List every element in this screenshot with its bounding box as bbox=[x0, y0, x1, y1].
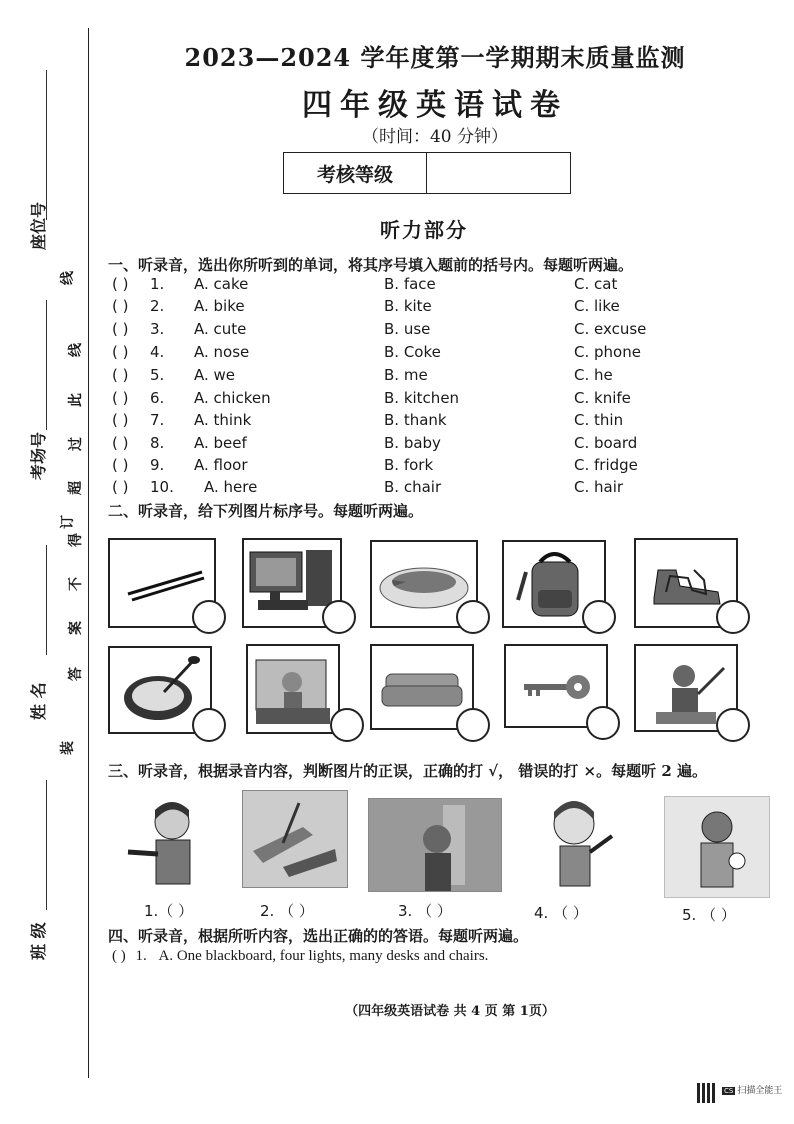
question-number: 1. bbox=[150, 275, 165, 293]
question-row bbox=[112, 275, 672, 297]
seat-label: 座位号 bbox=[29, 201, 48, 250]
question-number: 8. bbox=[150, 434, 165, 452]
part3-answer-2[interactable]: 2. （ ） bbox=[260, 902, 314, 920]
exam-title-line1: 2023—2024 学年度第一学期期末质量监测 bbox=[184, 43, 686, 72]
part4-question-row bbox=[112, 948, 488, 965]
option-a: A. think bbox=[194, 411, 252, 429]
answer-paren[interactable]: ( ) bbox=[112, 297, 129, 315]
question-row bbox=[112, 343, 672, 365]
answer-paren[interactable]: ( ) bbox=[112, 320, 129, 338]
grade-value-field[interactable] bbox=[427, 153, 570, 193]
picture-girl-waving bbox=[540, 790, 630, 890]
scanner-badge: CS bbox=[724, 1087, 734, 1095]
exam-title-line2: 四年级英语试卷 bbox=[302, 88, 568, 123]
option-a: A. cute bbox=[194, 320, 247, 338]
picture-boy-holding-ball bbox=[664, 796, 770, 898]
question-row bbox=[112, 478, 672, 500]
answer-paren[interactable]: ( ) bbox=[112, 456, 129, 474]
question-number: 10. bbox=[150, 478, 174, 496]
question-row bbox=[112, 366, 672, 388]
option-b: B. chair bbox=[384, 478, 442, 496]
option-c: C. cat bbox=[574, 275, 618, 293]
answer-circle[interactable] bbox=[456, 600, 490, 634]
option-c: C. excuse bbox=[574, 320, 647, 338]
question-row bbox=[112, 297, 672, 319]
page-footer: （四年级英语试卷 共 4 页 第 1页） bbox=[345, 1004, 555, 1019]
warning-char: 答 bbox=[68, 667, 84, 681]
exam-room-label: 考场号 bbox=[29, 431, 48, 480]
question-row bbox=[112, 434, 672, 456]
seat-blank-line bbox=[46, 70, 47, 220]
question-number: 2. bbox=[150, 297, 165, 315]
answer-circle[interactable] bbox=[192, 708, 226, 742]
answer-paren[interactable]: ( ) bbox=[112, 434, 129, 452]
option-b: B. kitchen bbox=[384, 389, 460, 407]
part3-answer-5[interactable]: 5. （ ） bbox=[682, 906, 736, 924]
answer-paren[interactable]: ( ) bbox=[112, 366, 129, 384]
option-a: A. floor bbox=[194, 456, 248, 474]
part3-instruction: 三、听录音，根据录音内容，判断图片的正误，正确的打 √， 错误的打 ×。每题听 2 遍。 bbox=[108, 762, 707, 780]
grade-table bbox=[283, 152, 571, 194]
warning-char: 此 bbox=[68, 393, 84, 407]
option-b: B. face bbox=[384, 275, 436, 293]
room-blank-line bbox=[46, 300, 47, 430]
question-row bbox=[112, 389, 672, 411]
option-b: B. use bbox=[384, 320, 431, 338]
option-c: C. knife bbox=[574, 389, 631, 407]
answer-circle[interactable] bbox=[322, 600, 356, 634]
picture-hands-cutting bbox=[242, 790, 348, 888]
option-b: B. thank bbox=[384, 411, 447, 429]
option-c: C. he bbox=[574, 366, 613, 384]
answer-circle[interactable] bbox=[330, 708, 364, 742]
grade-label: 考核等级 bbox=[284, 153, 427, 193]
class-label: 班 级 bbox=[29, 922, 48, 960]
part3-answer-3[interactable]: 3. （ ） bbox=[398, 902, 452, 920]
answer-paren[interactable]: ( ) bbox=[112, 478, 129, 496]
picture-driver bbox=[246, 644, 340, 734]
answer-paren[interactable]: ( ) bbox=[112, 343, 129, 361]
option-a: A. we bbox=[194, 366, 236, 384]
part3-answer-1[interactable]: 1.（ ） bbox=[144, 902, 194, 920]
warning-char: 线 bbox=[68, 343, 84, 357]
seal-char-zhuang: 装 bbox=[60, 741, 76, 755]
warning-char: 过 bbox=[68, 437, 84, 451]
scanner-watermark bbox=[722, 1083, 782, 1096]
option-a: A. nose bbox=[194, 343, 250, 361]
answer-circle[interactable] bbox=[586, 706, 620, 740]
answer-circle[interactable] bbox=[716, 708, 750, 742]
option-b: B. me bbox=[384, 366, 428, 384]
warning-char: 案 bbox=[68, 621, 84, 635]
question-number: 4. bbox=[150, 343, 165, 361]
option-b: B. baby bbox=[384, 434, 441, 452]
picture-girl-at-door bbox=[368, 798, 502, 892]
option-a: A. chicken bbox=[194, 389, 271, 407]
part1-instruction: 一、听录音，选出你所听到的单词，将其序号填入题前的括号内。每题听两遍。 bbox=[108, 256, 634, 274]
option-b: B. Coke bbox=[384, 343, 441, 361]
option-a: A. here bbox=[204, 478, 258, 496]
section-title: 听力部分 bbox=[380, 218, 468, 242]
option-b: B. kite bbox=[384, 297, 432, 315]
answer-circle[interactable] bbox=[192, 600, 226, 634]
option-c: C. thin bbox=[574, 411, 624, 429]
question-number: 3. bbox=[150, 320, 165, 338]
question-number: 9. bbox=[150, 456, 165, 474]
class-blank-line bbox=[46, 780, 47, 910]
answer-circle[interactable] bbox=[716, 600, 750, 634]
name-blank-line bbox=[46, 545, 47, 655]
part3-answer-4[interactable]: 4. （ ） bbox=[534, 904, 588, 922]
name-label: 姓 名 bbox=[29, 682, 48, 720]
warning-char: 超 bbox=[68, 481, 84, 495]
option-a: A. cake bbox=[194, 275, 249, 293]
answer-paren[interactable]: ( ) bbox=[112, 948, 126, 964]
question-number: 1. bbox=[135, 948, 147, 964]
part4-instruction: 四、听录音，根据所听内容，选出正确的的答语。每题听两遍。 bbox=[108, 927, 529, 945]
question-number: 5. bbox=[150, 366, 165, 384]
question-row bbox=[112, 320, 672, 342]
option-a: A. bike bbox=[194, 297, 245, 315]
warning-char: 不 bbox=[68, 577, 84, 591]
answer-circle[interactable] bbox=[582, 600, 616, 634]
answer-paren[interactable]: ( ) bbox=[112, 275, 129, 293]
question-row bbox=[112, 411, 672, 433]
seal-char-ding: 订 bbox=[60, 515, 76, 529]
answer-circle[interactable] bbox=[456, 708, 490, 742]
question-row bbox=[112, 456, 672, 478]
qr-code-icon bbox=[697, 1083, 717, 1103]
seal-char-xian: 线 bbox=[60, 271, 76, 285]
warning-char: 得 bbox=[68, 533, 84, 547]
option-c: C. hair bbox=[574, 478, 624, 496]
question-number: 7. bbox=[150, 411, 165, 429]
option-c: C. phone bbox=[574, 343, 641, 361]
answer-paren[interactable]: ( ) bbox=[112, 411, 129, 429]
picture-boy-pointing bbox=[116, 796, 220, 892]
option-a: A. beef bbox=[194, 434, 247, 452]
scanner-name: 扫描全能王 bbox=[737, 1086, 783, 1096]
option-c: C. fridge bbox=[574, 456, 638, 474]
answer-paren[interactable]: ( ) bbox=[112, 389, 129, 407]
option-c: C. like bbox=[574, 297, 620, 315]
answer-option-text: A. One blackboard, four lights, many desks and chairs. bbox=[158, 948, 489, 964]
option-c: C. board bbox=[574, 434, 638, 452]
option-b: B. fork bbox=[384, 456, 434, 474]
exam-time: （时间：40 分钟） bbox=[361, 127, 509, 147]
question-number: 6. bbox=[150, 389, 165, 407]
binding-margin-line bbox=[88, 28, 89, 1078]
part2-instruction: 二、听录音，给下列图片标序号。每题听两遍。 bbox=[108, 502, 424, 520]
